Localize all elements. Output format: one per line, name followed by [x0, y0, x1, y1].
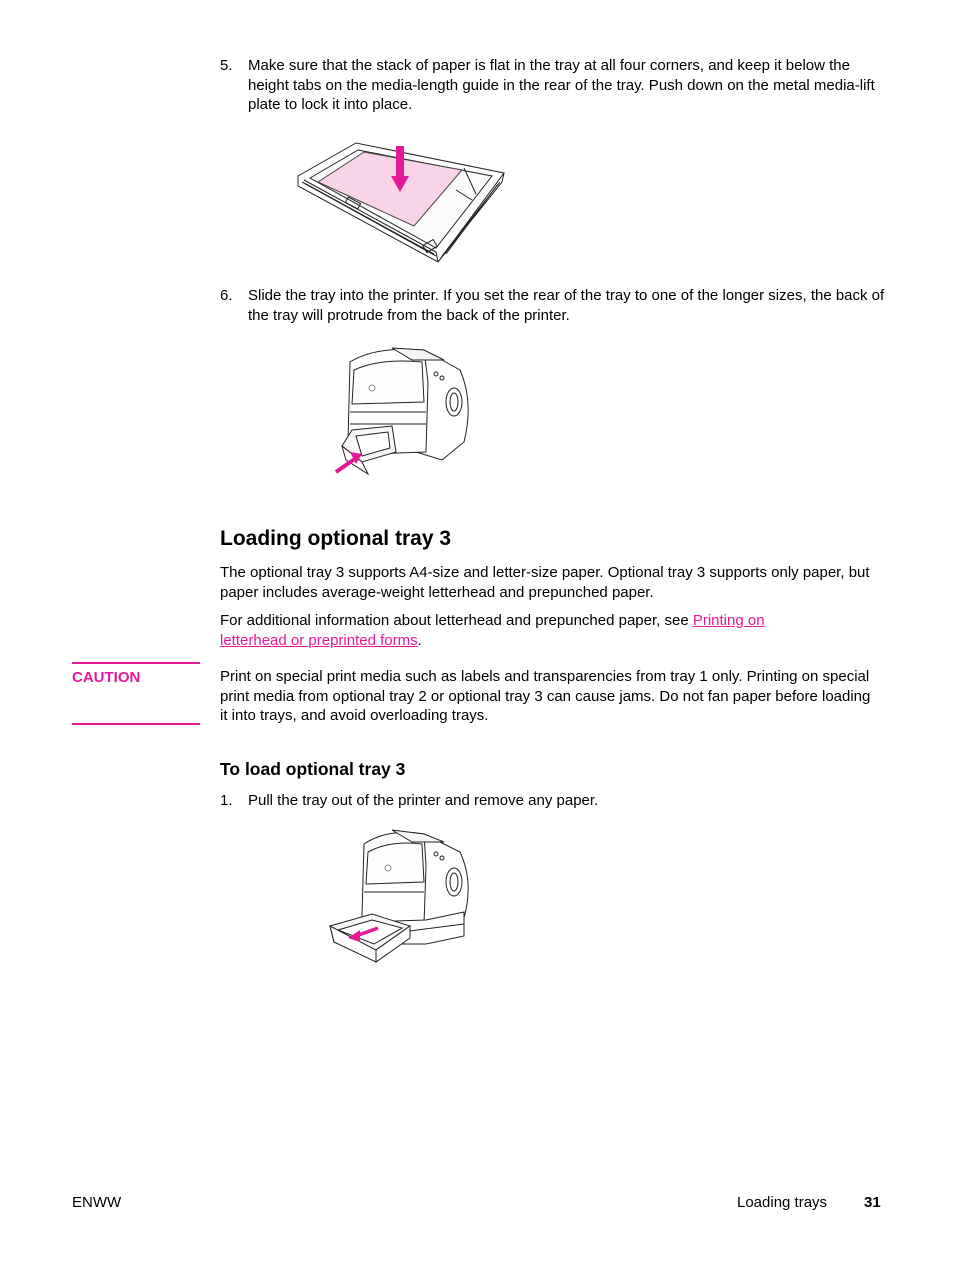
step-5-text: Make sure that the stack of paper is flat in the tray at all four corners, and keep it below the height tabs on the media-length guide in the rear of the tray. Push down on the metal media-lift plate to lock it into place.	[248, 57, 875, 113]
step-6-text: Slide the tray into the printer. If you set the rear of the tray to one of the longer sizes, the back of the tray will protrude from the back of the printer.	[248, 287, 885, 324]
printer-pull-tray-illustration	[326, 826, 478, 966]
see-also-paragraph	[220, 611, 820, 650]
printing-letterhead-link[interactable]: Printing on letterhead or preprinted forms	[220, 612, 765, 649]
caution-rule-top	[72, 662, 200, 664]
footer-section: Loading trays	[737, 1194, 828, 1211]
page-number: 31	[864, 1194, 881, 1211]
caution-label: CAUTION	[72, 669, 141, 686]
footer-left: ENWW	[72, 1194, 122, 1211]
subsection-heading: To load optional tray 3	[220, 759, 406, 779]
step-6-number: 6.	[220, 287, 233, 304]
see-also-prefix: For additional information about letterhead and prepunched paper, see	[220, 612, 693, 629]
tray-paper-illustration	[296, 138, 506, 266]
see-also-suffix: .	[417, 631, 422, 649]
step-1-text: Pull the tray out of the printer and remove any paper.	[248, 792, 599, 809]
caution-rule-bottom	[72, 723, 200, 725]
section-heading: Loading optional tray 3	[220, 527, 452, 550]
step-1-number: 1.	[220, 792, 233, 809]
caution-text: Print on special print media such as labels and transparencies from tray 1 only. Printing on special print media from optional tray 2 or optional tray 3 can cause jams. Do not fan paper before loading it into trays, and avoid overloading trays.	[220, 668, 871, 724]
step-5-number: 5.	[220, 57, 233, 74]
printer-insert-tray-illustration	[332, 342, 477, 478]
section-intro: The optional tray 3 supports A4-size and letter-size paper. Optional tray 3 supports only paper, but paper includes average-weight letterhead and prepunched paper.	[220, 564, 870, 601]
